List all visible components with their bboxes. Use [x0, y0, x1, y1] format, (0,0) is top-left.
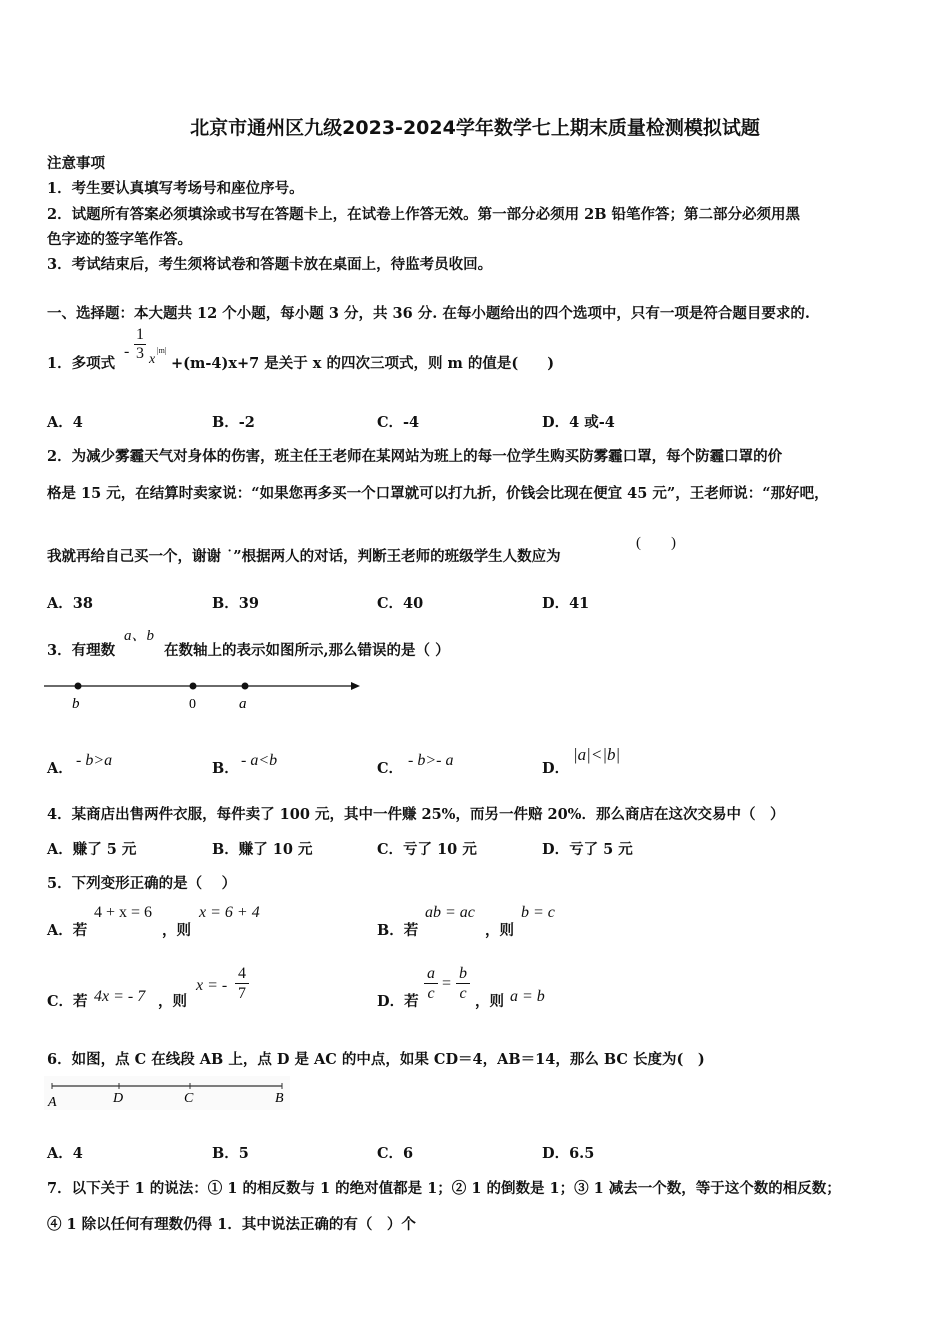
q4-option-c: C．亏了 10 元 — [377, 841, 477, 858]
q3-prefix: 3．有理数 — [47, 642, 116, 659]
q3-option-b-math: - a<b — [241, 752, 278, 769]
q5-c-frac-den: 7 — [238, 985, 246, 1002]
q2-line3: 我就再给自己买一个，谢谢 ˙”根据两人的对话，判断王老师的班级学生人数应为 — [47, 548, 561, 565]
q1-minus: - — [124, 343, 130, 360]
q2-option-a: A．38 — [47, 595, 93, 612]
q5-b-math2: b = c — [521, 904, 555, 921]
point-a — [242, 683, 249, 690]
q1-exponent: |m| — [157, 346, 167, 355]
q2-option-b: B．39 — [212, 595, 259, 612]
point-label-c: C — [184, 1091, 194, 1106]
q1-frac-den: 3 — [136, 345, 144, 362]
q1-option-a: A．4 — [47, 414, 83, 431]
notice-item: 色字迹的签字笔作答。 — [47, 231, 192, 248]
q1-frac-num: 1 — [136, 326, 144, 343]
point-label-b: B — [275, 1091, 284, 1106]
q5-d-label: D．若 — [377, 993, 419, 1010]
q3-option-a-math: - b>a — [76, 752, 113, 769]
q5-c-then: ，则 — [158, 993, 187, 1010]
q5-c-frac-num: 4 — [235, 964, 249, 984]
q5-d-math2: a = b — [510, 988, 545, 1005]
q2-line1: 2．为减少雾霾天气对身体的伤害，班主任王老师在某网站为班上的每一位学生购买防雾霾口罩，每个防霾口罩的价 — [47, 448, 783, 465]
q1-expression: +(m-4)x+7 是关于 x 的四次三项式，则 m 的值是( ) — [171, 355, 555, 372]
q5-a-math1: 4 + x = 6 — [94, 904, 153, 921]
q2-option-d: D．41 — [542, 595, 590, 612]
q2-line2: 格是 15 元，在结算时卖家说：“如果您再多买一个口罩就可以打九折，价钱会比现在便宜 45 元”，王老师说：“那好吧， — [47, 485, 829, 502]
q4-option-a: A．赚了 5 元 — [47, 841, 137, 858]
q5-a-then: ，则 — [162, 922, 191, 939]
q7-line1: 7．以下关于 1 的说法：① 1 的相反数与 1 的绝对值都是 1；② 1 的倒数是 1；③ 1 减去一个数，等于这个数的相反数； — [47, 1180, 841, 1197]
q1-option-d: D．4 或-4 — [542, 414, 615, 431]
q4-option-b: B．赚了 10 元 — [212, 841, 313, 858]
q5-text: 5．下列变形正确的是（ ） — [47, 875, 237, 892]
notice-heading: 注意事项 — [47, 155, 105, 172]
q3-option-c-label: C． — [377, 760, 404, 777]
q5-d-den2: c — [459, 985, 467, 1002]
q3-option-b-label: B． — [212, 760, 239, 777]
q5-d-num1: a — [424, 964, 438, 984]
point-label-a: A — [48, 1095, 57, 1110]
notice-item: 1．考生要认真填写考场号和座位序号。 — [47, 180, 304, 197]
point-label-d: D — [113, 1091, 124, 1106]
q6-option-d: D．6.5 — [542, 1145, 595, 1162]
q6-option-a: A．4 — [47, 1145, 83, 1162]
notice-item: 2．试题所有答案必须填涂或书写在答题卡上，在试卷上作答无效。第一部分必须用 2B 铅笔作答；第二部分必须用黑 — [47, 206, 801, 223]
q3-vars: a、b — [124, 628, 155, 644]
q5-c-math2: x = - — [196, 977, 228, 994]
label-a: a — [239, 696, 247, 712]
number-line — [40, 674, 370, 716]
q3-suffix: 在数轴上的表示如图所示,那么错误的是（ ） — [164, 642, 450, 659]
q7-line2: ④ 1 除以任何有理数仍得 1．其中说法正确的有（ ）个 — [47, 1216, 416, 1233]
q5-b-label: B．若 — [377, 922, 419, 939]
page-title: 北京市通州区九级2023-2024学年数学七上期末质量检测模拟试题 — [190, 117, 760, 139]
q4-option-d: D．亏了 5 元 — [542, 841, 633, 858]
q5-d-then: ，则 — [475, 993, 504, 1010]
q5-c-label: C．若 — [47, 993, 88, 1010]
q5-a-math2: x = 6 + 4 — [199, 904, 260, 921]
section-heading: 一、选择题：本大题共 12 个小题，每小题 3 分，共 36 分. 在每小题给出的四个选项中，只有一项是符合题目要求的. — [47, 305, 810, 322]
q1-prefix: 1．多项式 — [47, 355, 116, 372]
q5-c-math1: 4x = - 7 — [94, 988, 146, 1005]
figure-background — [44, 1076, 290, 1110]
q1-option-b: B．-2 — [212, 414, 255, 431]
q5-a-label: A．若 — [47, 922, 88, 939]
q5-d-num2: b — [456, 964, 470, 984]
point-zero — [190, 683, 197, 690]
number-line-arrow — [351, 682, 360, 690]
q3-option-c-math: - b>- a — [408, 752, 454, 769]
q2-paren: ( ) — [636, 535, 676, 551]
q5-b-math1: ab = ac — [425, 904, 475, 921]
q3-option-d-label: D． — [542, 760, 570, 777]
notice-item: 3．考试结束后，考生须将试卷和答题卡放在桌面上，待监考员收回。 — [47, 256, 493, 273]
q6-option-b: B．5 — [212, 1145, 249, 1162]
q4-text: 4．某商店出售两件衣服，每件卖了 100 元，其中一件赚 25%，而另一件赔 20%．那么商店在这次交易中（ ） — [47, 806, 785, 823]
q5-d-equals: = — [442, 975, 452, 992]
q1-option-c: C．-4 — [377, 414, 420, 431]
segment-figure — [44, 1076, 294, 1112]
q2-option-c: C．40 — [377, 595, 424, 612]
q5-d-den1: c — [427, 985, 435, 1002]
q1-var-x: x — [149, 352, 156, 367]
label-b: b — [72, 696, 80, 712]
q5-b-then: ，则 — [485, 922, 514, 939]
q6-option-c: C．6 — [377, 1145, 414, 1162]
q6-text: 6．如图，点 C 在线段 AB 上，点 D 是 AC 的中点，如果 CD＝4，AB＝14，那么 BC 长度为( ) — [47, 1051, 705, 1068]
label-zero: 0 — [189, 697, 196, 712]
point-b — [75, 683, 82, 690]
q3-option-a-label: A． — [47, 760, 73, 777]
q3-option-d-math: |a|<|b| — [573, 745, 621, 764]
